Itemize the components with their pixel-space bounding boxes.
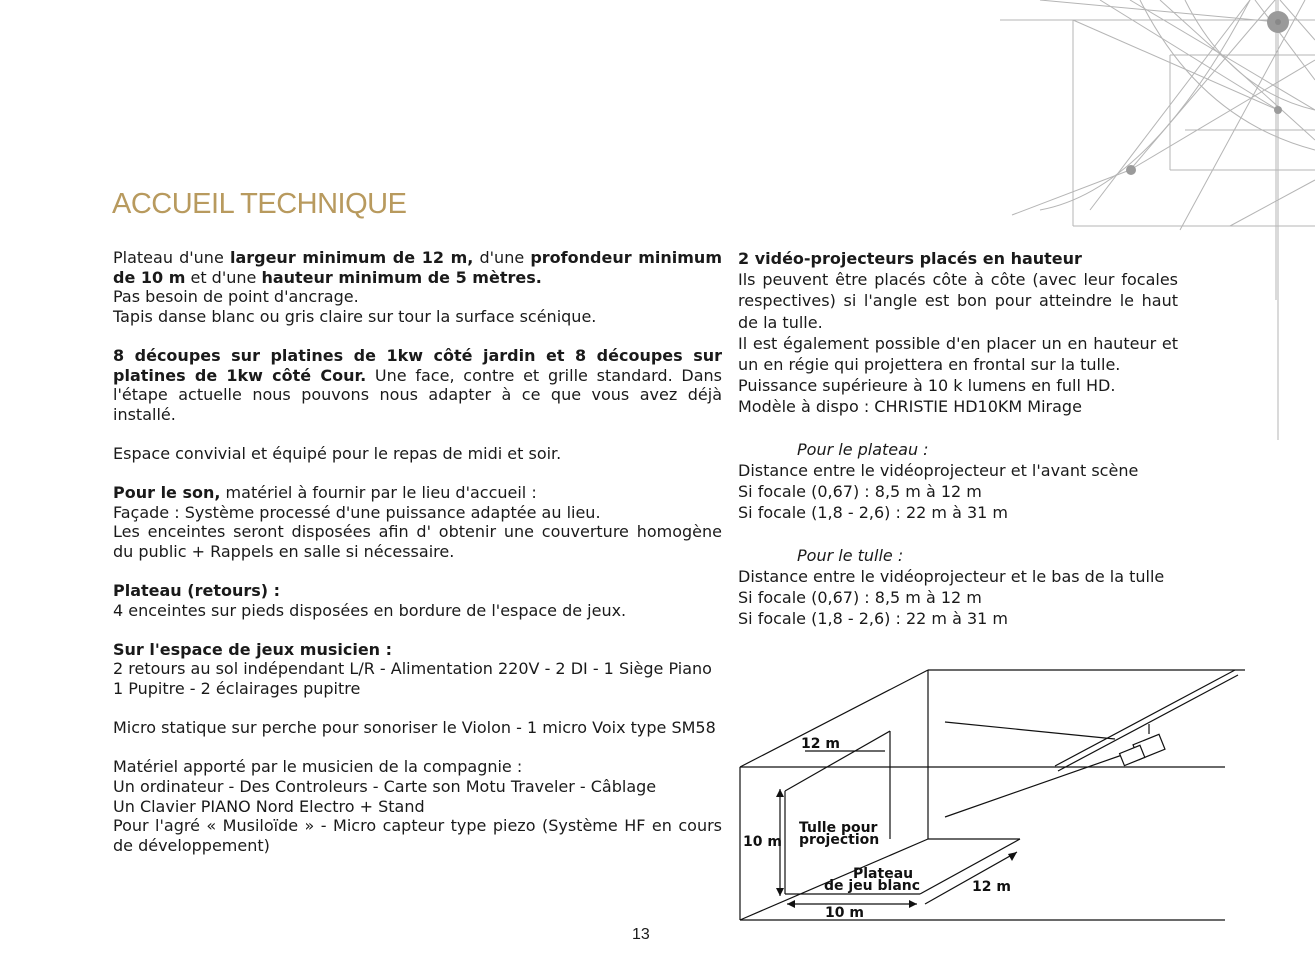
- text-line: 1 Pupitre - 2 éclairages pupitre: [113, 679, 361, 699]
- text-line: Modèle à dispo : CHRISTIE HD10KM Mirage: [738, 397, 1082, 417]
- label-tulle-2: projection: [799, 832, 880, 848]
- paragraph-plateau-distance: [738, 439, 1178, 524]
- text-line: Façade : Système processé d'une puissance adaptée au lieu.: [113, 502, 601, 522]
- text-fragment: et d'une: [185, 267, 262, 287]
- text-line: Matériel apporté par le musicien de la compagnie :: [113, 757, 523, 777]
- text-fragment: Une face, contre et grille standard. Dans l'étape actuelle nous pouvons nous adapter à ce que vous avez déjà installé.: [113, 365, 722, 424]
- label-plateau-1: Plateau: [853, 866, 914, 882]
- text-line: Distance entre le vidéoprojecteur et l'avant scène: [738, 461, 1139, 481]
- paragraph-plateau: [113, 248, 722, 326]
- bold-text: Pour le son,: [113, 483, 221, 503]
- text-line: Un Clavier PIANO Nord Electro + Stand: [113, 796, 425, 816]
- bold-text: 2 vidéo-projecteurs placés en hauteur: [738, 249, 1082, 268]
- page-title: ACCUEIL TECHNIQUE: [112, 188, 407, 220]
- bold-text: 8 découpes sur platines de 1kw côté jardin et 8 découpes sur platines de 1kw côté Cour.: [113, 345, 722, 385]
- label-tulle-1: Tulle pour: [799, 820, 878, 836]
- text-line: Si focale (0,67) : 8,5 m à 12 m: [738, 482, 982, 502]
- text-line: 4 enceintes sur pieds disposées en bordure de l'espace de jeux.: [113, 600, 627, 620]
- section-heading: Pour le plateau :: [797, 439, 929, 459]
- bold-text: hauteur minimum de 5 mètres.: [261, 267, 542, 287]
- section-heading: Pour le tulle :: [797, 545, 904, 565]
- text-line: Pour l'agré « Musiloïde » - Micro capteur type piezo (Système HF en cours de développement): [113, 816, 722, 855]
- page-number: 13: [632, 926, 650, 943]
- text-line: Distance entre le vidéoprojecteur et le bas de la tulle: [738, 567, 1165, 587]
- paragraph-micro: Micro statique sur perche pour sonoriser le Violon - 1 micro Voix type SM58: [113, 718, 716, 738]
- paragraph-musician-space: [113, 640, 722, 699]
- text-fragment: matériel à fournir par le lieu d'accueil :: [220, 483, 537, 503]
- bold-text: Plateau (retours) :: [113, 581, 281, 601]
- text-line: Les enceintes seront disposées afin d' obtenir une couverture homogène du public + Rappels en salle si nécessaire.: [113, 522, 722, 561]
- projector-icon: [1120, 724, 1165, 766]
- paragraph-tulle-distance: [738, 545, 1178, 630]
- bold-text: Sur l'espace de jeux musicien :: [113, 639, 393, 659]
- text-fragment: Plateau d'une: [113, 248, 230, 267]
- label-top-width: 12 m: [801, 736, 840, 752]
- label-height: 10 m: [743, 834, 782, 850]
- paragraph-catering: Espace convivial et équipé pour le repas de midi et soir.: [113, 443, 562, 463]
- text-line: Il est également possible d'en placer un en hauteur et un en régie qui projettera en frontal sur la tulle.: [738, 333, 1178, 375]
- text-line: Si focale (0,67) : 8,5 m à 12 m: [738, 588, 982, 608]
- paragraph-lighting: [113, 346, 722, 424]
- text-line: Un ordinateur - Des Controleurs - Carte son Motu Traveler - Câblage: [113, 777, 657, 797]
- paragraph-projectors: [738, 248, 1178, 418]
- text-line: Si focale (1,8 - 2,6) : 22 m à 31 m: [738, 609, 1009, 629]
- text-line: Puissance supérieure à 10 k lumens en full HD.: [738, 376, 1116, 396]
- left-column: [113, 248, 722, 875]
- text-line: 2 retours au sol indépendant L/R - Alimentation 220V - 2 DI - 1 Siège Piano: [113, 659, 712, 679]
- stage-diagram: [735, 664, 1245, 926]
- label-bottom-width: 10 m: [825, 905, 864, 921]
- label-depth: 12 m: [972, 879, 1011, 895]
- bold-text: profondeur minimum de 10 m: [113, 248, 722, 287]
- right-column: [738, 248, 1178, 651]
- text-line: Pas besoin de point d'ancrage.: [113, 287, 359, 307]
- text-fragment: d'une: [473, 248, 531, 267]
- text-line: Ils peuvent être placés côte à côte (avec leur focales respectives) si l'angle est bon pour atteindre le haut de la tulle.: [738, 270, 1178, 332]
- paragraph-equipment: [113, 757, 722, 855]
- paragraph-monitors: [113, 581, 722, 620]
- paragraph-sound: [113, 483, 722, 561]
- text-line: Tapis danse blanc ou gris claire sur tour la surface scénique.: [113, 306, 597, 326]
- label-plateau-2: de jeu blanc: [824, 878, 921, 894]
- text-line: Si focale (1,8 - 2,6) : 22 m à 31 m: [738, 503, 1009, 523]
- bold-text: largeur minimum de 12 m,: [229, 248, 474, 267]
